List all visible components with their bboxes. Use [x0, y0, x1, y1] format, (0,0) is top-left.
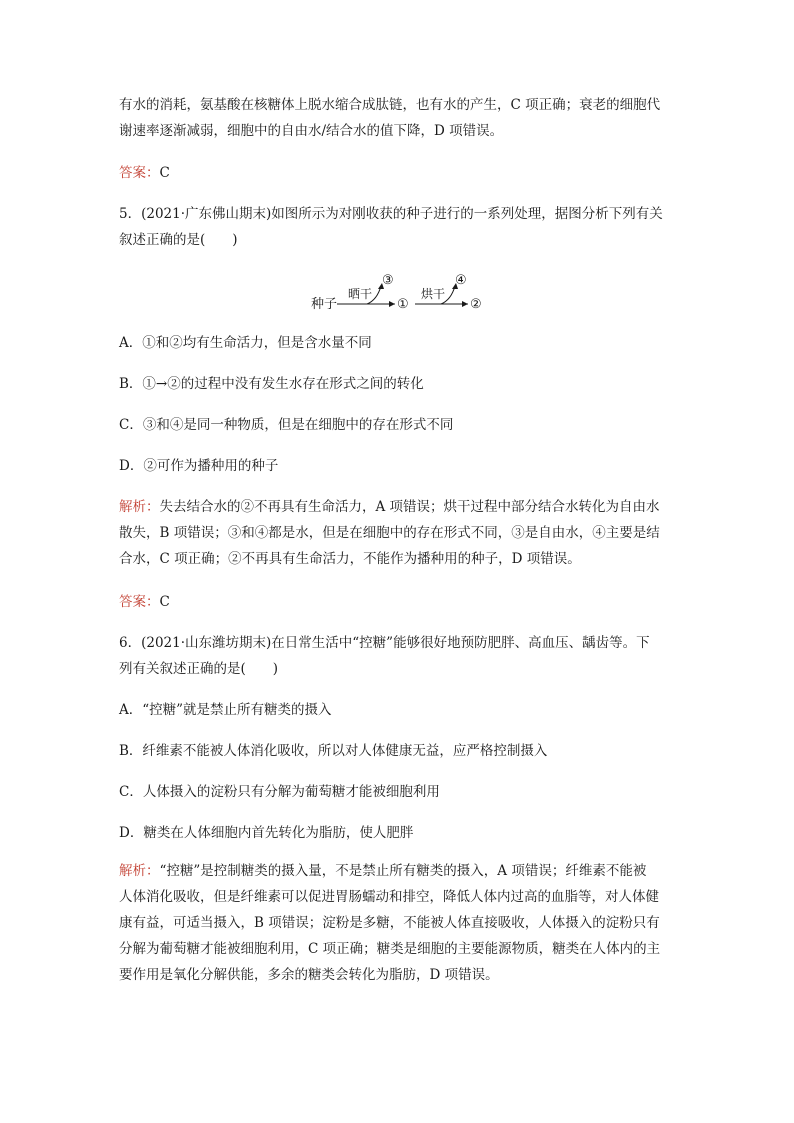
question-5-stem [119, 201, 679, 253]
diagram-output-3: ③ [382, 273, 394, 288]
q5-option-a: A．①和②均有生命活力，但是含水量不同 [119, 335, 372, 351]
text-line: 叙述正确的是( ) [119, 232, 238, 248]
text-line [119, 858, 679, 884]
q6-option-b: B．纤维素不能被人体消化吸收，所以对人体健康无益，应严格控制摄入 [119, 743, 548, 759]
previous-analysis [119, 92, 679, 144]
q5-analysis [119, 494, 679, 572]
text-line: 分解为葡萄糖才能被细胞利用，C 项正确；糖类是细胞的主要能源物质，糖类在人体内的主 [119, 941, 661, 957]
text-line: 康有益，可适当摄入，B 项错误；淀粉是多糖，不能被人体直接吸收，人体摄入的淀粉只有 [119, 915, 660, 931]
answer-label: 答案： [119, 594, 160, 610]
answer-4 [119, 160, 679, 186]
text-line: 合水，C 项正确；②不再具有生命活力，不能作为播种用的种子，D 项错误。 [119, 551, 581, 567]
q6-option-d: D．糖类在人体细胞内首先转化为脂肪，使人肥胖 [119, 825, 414, 841]
arrow-head [462, 301, 468, 307]
q5-option-d: D．②可作为播种用的种子 [119, 458, 279, 474]
q6-analysis [119, 858, 679, 988]
diagram-output-4: ④ [455, 273, 467, 288]
text-line: 人体消化吸收，但是纤维素可以促进胃肠蠕动和排空，降低人体内过高的血脂等，对人体健 [119, 889, 659, 905]
question-6-stem [119, 630, 679, 682]
seed-processing-diagram [305, 270, 505, 320]
diagram-step-bake: 烘干 [421, 287, 446, 301]
text-line: 散失，B 项错误；③和④都是水，但是在细胞中的存在形式不同，③是自由水，④主要是结 [119, 525, 660, 541]
diagram-seed-label: 种子 [311, 297, 338, 312]
answer-label: 答案： [119, 165, 160, 181]
analysis-label: 解析： [119, 863, 160, 879]
text-line: 6．(2021·山东潍坊期末)在日常生活中“控糖”能够很好地预防肥胖、高血压、龋齿等。下 [119, 635, 650, 651]
text-line: 有水的消耗，氨基酸在核糖体上脱水缩合成肽链，也有水的产生，C 项正确；衰老的细胞代 [119, 97, 661, 113]
answer-value: C [159, 594, 170, 610]
q5-option-b: B．①→②的过程中没有发生水存在形式之间的转化 [119, 376, 424, 392]
diagram-result-2: ② [470, 297, 482, 312]
diagram-intermediate-1: ① [397, 297, 409, 312]
text-line: 要作用是氧化分解供能，多余的糖类会转化为脂肪，D 项错误。 [119, 967, 499, 983]
q6-option-a: A．“控糖”就是禁止所有糖类的摄入 [119, 702, 332, 718]
answer-5 [119, 589, 679, 615]
text-line: 谢速率逐渐减弱，细胞中的自由水/结合水的值下降，D 项错误。 [119, 123, 504, 139]
q5-option-c: C．③和④是同一种物质，但是在细胞中的存在形式不同 [119, 417, 454, 433]
analysis-label: 解析： [119, 499, 160, 515]
text-line: 5．(2021·广东佛山期末)如图所示为对刚收获的种子进行的一系列处理，据图分析下列有关 [119, 206, 663, 222]
q6-option-c: C．人体摄入的淀粉只有分解为葡萄糖才能被细胞利用 [119, 784, 440, 800]
text-line: 列有关叙述正确的是( ) [119, 661, 279, 677]
diagram-step-dry: 晒干 [348, 287, 373, 301]
arrow-head [389, 301, 395, 307]
answer-value: C [159, 165, 170, 181]
analysis-text: “控糖”是控制糖类的摄入量，不是禁止所有糖类的摄入，A 项错误；纤维素不能被 [159, 863, 647, 879]
text-line [119, 494, 679, 520]
analysis-text: 失去结合水的②不再具有生命活力，A 项错误；烘干过程中部分结合水转化为自由水 [159, 499, 660, 515]
